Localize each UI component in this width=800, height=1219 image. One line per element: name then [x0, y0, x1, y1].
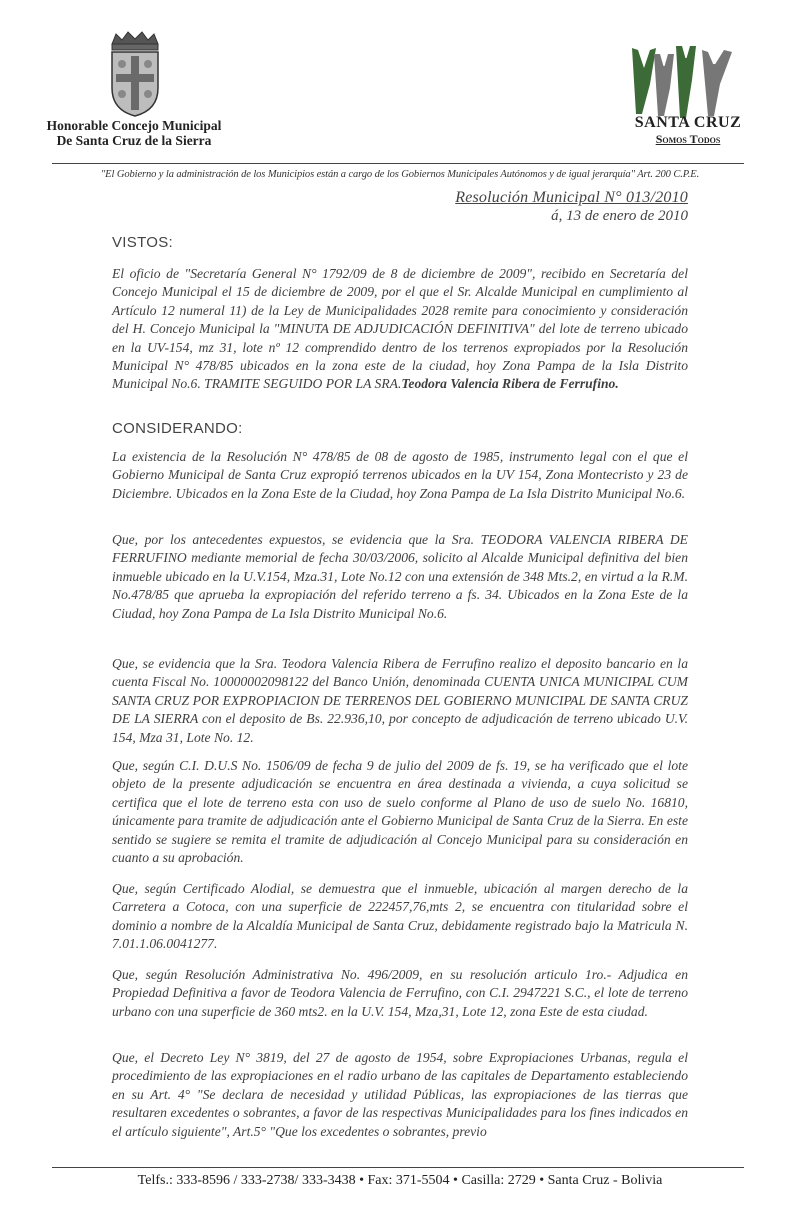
considerando-paragraph-6: Que, según Resolución Administrativa No. 496/2009, en su resolución articulo 1ro.- Adjudica en Propiedad Definitiva a favor de Teodora Valencia de Ferrufino, con C.I. 2947221 S.C., el lote de terreno urbano con una superficie de 360 mts2. en la U.V. 154, Mza,31, Lote 12, zona Este de esta ciudad.: [112, 967, 688, 1019]
footer-divider: [52, 1167, 744, 1168]
applicant-name: Teodora Valencia Ribera de Ferrufino.: [401, 376, 619, 392]
municipal-crest-logo: [104, 30, 166, 118]
constitutional-quote: "El Gobierno y la administración de los Municipios están a cargo de los Gobiernos Municipales Autónomos y de igual jerarquía" Art. 200 C.P.E.: [100, 169, 700, 180]
considerando-paragraph-3: Que, se evidencia que la Sra. Teodora Valencia Ribera de Ferrufino realizo el deposito bancario en la cuenta Fiscal No. 10000002098122 del Banco Unión, denominada CUENTA UNICA MUNICIPAL CUM SANTA CRUZ POR EXPROPIACION DE TERRENOS DEL GOBIERNO MUNICIPAL DE SANTA CRUZ DE LA SIERRA con el deposito de Bs. 22.936,10, por concepto de adjudicación de terreno ubicado U.V. 154, Mza 31, Lote No. 12.: [112, 656, 688, 745]
council-name: Honorable Concejo Municipal: [46, 118, 222, 133]
resolution-date: á, 13 de enero de 2010: [551, 208, 688, 224]
vistos-paragraph: [112, 265, 688, 394]
considerando-paragraph-5: Que, según Certificado Alodial, se demuestra que el inmueble, ubicación al margen derecho de la Carretera a Cotoca, con una superficie de 222457,76,mts 2, se encuentra con titularidad sobre el dominio a nombre de la Alcaldía Municipal de Santa Cruz, debidamente registrado bajo la Matricula N. 7.01.1.06.0041277.: [112, 881, 688, 952]
vistos-text: El oficio de "Secretaría General N° 1792/09 de 8 de diciembre de 2009", recibido en Secretaría del Concejo Municipal el 15 de diciembre de 2009, por el que el Sr. Alcalde Municipal en cumplimiento al Artículo 12 numeral 11) de la Ley de Municipalidades 2028 remite para conocimiento y consideración del H. Concejo Municipal la "MINUTA DE ADJUDICACIÓN DEFINITIVA" del lote de terreno ubicado en la UV-154, mz 31, lote nº 12 comprendido dentro de los terrenos expropiados por la Resolución Municipal N° 478/85 ubicados en la zona este de la ciudad, hoy Zona Pampa de la Isla Distrito Municipal No.6. TRAMITE SEGUIDO POR LA SRA.: [112, 266, 688, 392]
resolution-title: Resolución Municipal N° 013/2010: [455, 189, 688, 206]
section-heading-vistos: VISTOS:: [112, 234, 174, 251]
footer-contact: Telfs.: 333-8596 / 333-2738/ 333-3438 • Fax: 371-5504 • Casilla: 2729 • Santa Cruz - Bolivia: [137, 1173, 663, 1188]
considerando-paragraph-4: Que, según C.I. D.U.S No. 1506/09 de fecha 9 de julio del 2009 de fs. 19, se ha verificado que el lote objeto de la presente adjudicación se encuentra en área destinada a vivienda, a cuya solicitud se certifica que el lote de terreno esta con uso de suelo conforme al Plano de uso de suelo No. 16810, únicamente para tramite de adjudicación ante el Gobierno Municipal de Santa Cruz de la Sierra. En este sentido se sugiere se remita el tramite de adjudicación al Concejo Municipal para su consideración en cuanto a su aprobación.: [112, 758, 688, 866]
council-city: De Santa Cruz de la Sierra: [56, 133, 212, 148]
considerando-paragraph-7: Que, el Decreto Ley N° 3819, del 27 de agosto de 1954, sobre Expropiaciones Urbanas, regula el procedimiento de las expropiaciones en el radio urbano de las capitales de Departamento estableciendo en su Art. 4° "Se declara de necesidad y utilidad Públicas, las expropiaciones de las tierras que resultaren excedentes o sobrantes, a favor de las respectivas Municipalidades para los fines indicados en el artículo siguiente", Art.5° "Que los excedentes o sobrantes, previo: [112, 1050, 688, 1139]
considerando-paragraph-1: La existencia de la Resolución N° 478/85 de 08 de agosto de 1985, instrumento legal con el que el Gobierno Municipal de Santa Cruz expropió terrenos ubicados en la UV 154, Zona Montecristo y 23 de Diciembre. Ubicados en la Zona Este de la Ciudad, hoy Zona Pampa de La Isla Distrito Municipal No.6.: [112, 449, 688, 501]
brand-slogan: Somos Todos: [655, 132, 721, 146]
header-divider: [52, 163, 744, 164]
section-heading-considerando: CONSIDERANDO:: [112, 420, 243, 437]
considerando-paragraph-2: Que, por los antecedentes expuestos, se evidencia que la Sra. TEODORA VALENCIA RIBERA DE FERRUFINO mediante memorial de fecha 30/03/2006, solicito al Alcalde Municipal definitiva del bien inmueble ubicado en la U.V.154, Mza.31, Lote No.12 con una extensión de 348 Mts.2, en virtud a la R.M. No.478/85 que aprueba la expropiación del referido terreno a fs. 34. Ubicados en la Zona Este de la Ciudad, hoy Zona Pampa de La Isla Distrito Municipal No.6.: [112, 532, 688, 621]
brand-name: SANTA CRUZ: [634, 114, 742, 131]
